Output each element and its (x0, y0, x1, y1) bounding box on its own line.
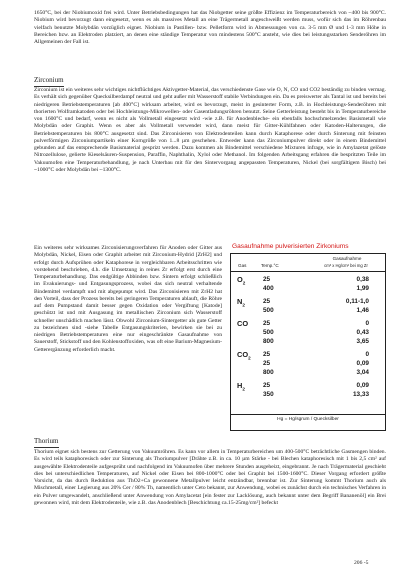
gas-label (237, 319, 248, 328)
gas-subscript: 2 (242, 280, 246, 286)
gas-label (237, 381, 245, 391)
gas-symbol: CO (237, 350, 249, 359)
table-frame (230, 253, 386, 431)
gas-subscript: 2 (242, 302, 245, 308)
temperature-cell: 25 (263, 360, 271, 367)
thorium-paragraph: Thorium eignet sich bestens zur Getterung von Vakuumröhren. Es kann vor allem in Temperaturbereichen um 400-500°C beträchtliche Gasmengen binden. Es wird teils kataphoresisch oder zur Sinterung als Thoriumpulver [Drähte z.B. in ca. 10 µm Stärke - bei Blechen kataphoresisch mit 1 bis 2,5 cm² auf ausgewählte Elektrodenteile aufgesprüht und nachfolgend im Vakuumofen über mehrere Stunden ausgeheizt, eingebrannt. Je nach Trägermaterial geschieht dies bei unterschiedlichen Temperaturen, auf Nickel oder Eisen bei 800-1000°C oder bei Graphit bei 1500-1600°C. Dieser Vorgang erfordert größte Vorsicht, da das durch Reduktion aus ThO2+Ca gewonnene Metallpulver leicht entzündbar, brennbar ist. Zur Sinterung kommt Thorium auch als Mischmetall, einer Legierung aus 20% Cer / 80% Th, namentlich unter Ceto bekannt, zur Anwendung, wobei es zunächst durch ein technisches Verfahren in ein Pulver umgewandelt, anschließend unter Anwendung von Amylacetat [ein fester zur Lacklösung, auch bekannt unter dem Begriff Bananenöl] ein Brei gewonnen wird, mit dem Elektrodenteile, wie z.B. das Anodenblech [Beschichtung ca.15-25mg/cm²] befeckt (34, 449, 386, 506)
absorption-value-cell: 0,38 (356, 276, 369, 283)
absorption-value-cell: 3,65 (356, 338, 369, 345)
zirconium-heading: Zirconium (34, 76, 64, 87)
temperature-cell: 500 (263, 307, 274, 314)
temperature-cell: 25 (263, 298, 271, 305)
column-header-gas: Gas (238, 263, 247, 268)
absorption-value-cell: 13,33 (353, 391, 369, 398)
table-footnote: Hg = Hg/sgrum / Quecksilber (277, 417, 339, 422)
thorium-heading: Thorium (34, 437, 59, 448)
page-number: 206 -5 (354, 560, 369, 566)
absorption-value-cell: 0,11-1,0 (345, 298, 369, 305)
absorption-value-cell: 1,99 (356, 285, 369, 292)
gas-label (237, 350, 251, 360)
gas-symbol: N (237, 297, 243, 306)
temperature-cell: 800 (263, 338, 274, 345)
absorption-value-cell: 0 (365, 320, 369, 327)
absorption-value-cell: 0,09 (356, 382, 369, 389)
absorption-value-cell: 1,46 (356, 307, 369, 314)
header-divider (231, 271, 385, 272)
column-header-temp: Temp.°C (261, 263, 279, 268)
table-title: Gasaufnahme pulverisierten Zirkoniums (232, 243, 349, 250)
temperature-cell: 500 (263, 329, 274, 336)
gas-label (237, 275, 245, 285)
absorption-value-cell: 0,09 (356, 360, 369, 367)
column-header-value: Gasaufnahme (332, 256, 362, 261)
gas-symbol: O (237, 275, 243, 284)
absorption-value-cell: 0,43 (356, 329, 369, 336)
zirconium-paragraph-2: Ein weiteres sehr wirksames Zirconisierungsverfahren für Anoden oder Gitter aus Molybdän, Nickel, Eisen oder Graphit arbeitet mit Zirconium-Hydrid [ZrH2] und erfolgt durch Aufsprühen oder Kataphorese in vergleichbaren Arbeitsschritten wie vorstehend beschrieben, d.h. die Umsetzung in reines Zr erfolgt erst durch eine Temperaturbehandlung. Das endgültige Abbinden bzw. Sintern erfolgt schließlich im Evakuierungs- und Entgasungsprozess, wobei das sich neutral verhaltende Bindemittel verdampft und mit abgepumpt wird. Das Zirconisieren mit ZrH2 hat den Vorteil, dass der Prozess bereits bei geringeren Temperaturen ablauft, die Röhre auf dem Pumpstand damit besser gegen Oxidation oder Vergiftung [Katode] geschützt ist und mit Ausgasung im metallischen Zirconium sich Wasserstoff schneller unschädlich machen lässt. Obwohl Zirconium-Sintergetter als gute Getter zu bezeichnen sind -siehe Tabelle Entgasungskriterien, bewirken sie bei zu niedrigen Betriebstemperaturen eine nur eingeschränkte Gasaufnahme von Sauerstoff, Stickstoff und den Kohlenstoffoxiden, was oft eine Barium-Magnesium-Getterergänzung erforderlich macht. (34, 245, 222, 353)
temperature-cell: 350 (263, 391, 274, 398)
temperature-cell: 800 (263, 369, 274, 376)
gas-symbol: CO (237, 319, 249, 328)
gas-subscript: 2 (242, 386, 245, 392)
gas-absorption-table (230, 243, 386, 431)
zirconium-paragraph-1: Zirconium ist ein weiteres sehr wichtiges nichtflüchtiges Aktivgetter-Material, das verschiedenste Gase wie O, N, CO und CO2 beständig zu binden vermag. Es verhält sich gegenüber Quecksilberdampf neutral und geht außer mit Wasserstoff stabile Verbindungen ein. Da es preiswerter als Tantal ist und bereits bei niedrigeren Betriebstemperaturen [ab 400°C] wirksam arbeitet, wird es bevorzugt, meist in gesinterter Form, z.B. in Hochleistungs-Senderöhren mit thorierten Wolframkatoden oder bei Hochleistungs-Mikrowellen- oder Gasentladungsröhren benutzt. Seine Getterleistung besteht bis in Temperaturbereiche von 1600°C und bedarf, wenn es nicht als Vollmetall eingesetzt wird -wie z.B. für Anodenbleche- ein ebenfalls hochschmelzendes Basismetall wie Molybdän oder Graphit. Wenn es aber als Vollmetall verwendet wird, dann meist für Gitter-Kühlfahnen oder Katoden-Halterungen, die Betriebstemperaturen bis 800°C ausgesetzt sind. Das Zirconisieren von Elektrodenteilen kann durch Kataphorese oder durch Sinterung mit feinsten pulverförmigen Zirconiumpartikeln einer Korngröße von 1...8 µm geschehen. Entweder kann das Zirconiumpulver direkt oder in einem Bindemittel gebunden auf das entsprechende Basismaterial gesprizt werden. Dazu kommen als Bindemittel verschiedene Mixturen infrage, wie in Amylazetat gelöste Nitrozellulose, gelierte Kieselsäuren-Suspension, Paraffin, Naphthalin, Xylol oder Methanol. Im folgenden Arbeitsgang erfahren die bespritzten Teile im Vakuumofen eine Temperaturbehandlung, je nach Unterbau mit für den Sintervorgang angepassten Temperaturen, Nickel (bei sorgfältigem Bisch) bei ~1000°C oder Molybdän bei ~1300°C. (34, 87, 386, 173)
footer-divider (231, 414, 385, 415)
intro-paragraph: 1650°C, bei der Niobiumoxid frei wird. Unter Betriebsbedingungen hat das Niobgetter seine größte Effizienz im Temperaturbereich von ~400 bis 900°C. Niobium wird bevorzugt dann eingesetzt, wenn es als massives Metall an eine Trägermetall angeschweißt werden muss, wofür sich das im Röhrenbau vielfach benutzte Molybdän vorzüglich eignet. Niobium in Pastillen- bzw. Pelletform wird in Abmessungen von ca. 3-5 mm Ø und 1-3 mm Höhe in Bereichen bzw. an Elektroden platziert, an denen eine ständige Temperatur von mindestens 500°C ansteht, wie dies bei leistungsstarken Senderöhren im Allgemeinen der Fall ist. (34, 10, 386, 45)
gas-label (237, 297, 245, 307)
gas-symbol: H (237, 381, 243, 390)
absorption-value-cell: 3,04 (356, 369, 369, 376)
temperature-cell: 25 (263, 382, 271, 389)
temperature-cell: 25 (263, 276, 271, 283)
temperature-cell: 25 (263, 320, 271, 327)
temperature-cell: 25 (263, 351, 271, 358)
temperature-cell: 400 (263, 285, 274, 292)
absorption-value-cell: 0 (365, 351, 369, 358)
gas-subscript: 2 (248, 355, 251, 361)
column-header-unit: cm³ x Hg/cm² bei mg Zr (324, 263, 368, 268)
